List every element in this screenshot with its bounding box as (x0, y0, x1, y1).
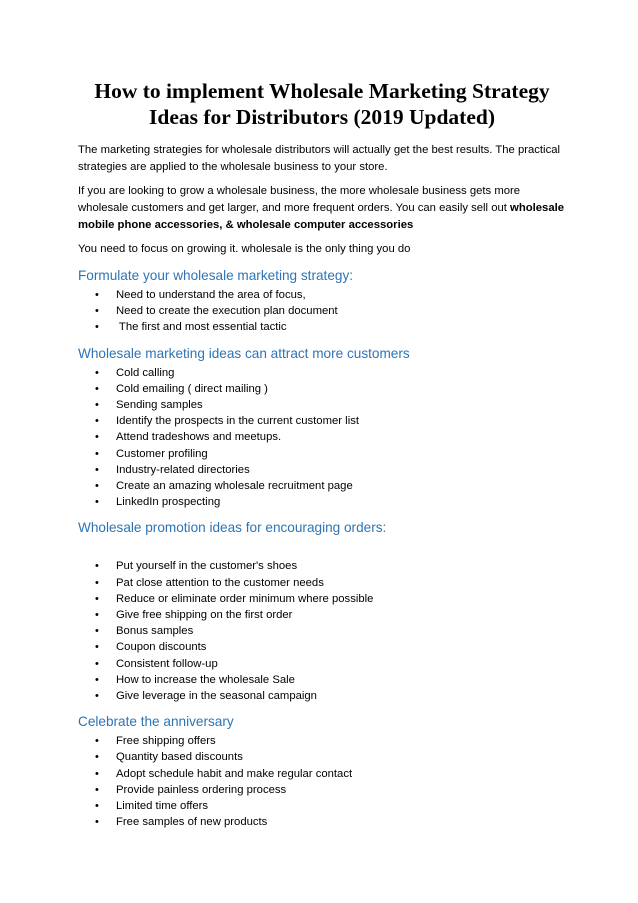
section-heading-promotion: Wholesale promotion ideas for encouraging orders: (78, 520, 387, 536)
growth-paragraph-bold: wholesale mobile phone accessories, & wholesale computer accessories (78, 202, 565, 231)
list-item: • Need to understand the area of focus, (78, 287, 566, 303)
list-item: • Sending samples (78, 397, 566, 413)
bullet-icon: • (95, 751, 99, 764)
bullet-icon: • (95, 415, 99, 428)
bullet-icon: • (95, 366, 99, 379)
bullet-icon: • (95, 735, 99, 748)
section-heading-anniversary: Celebrate the anniversary (78, 714, 234, 730)
bullet-icon: • (95, 641, 99, 654)
bullet-icon: • (95, 592, 99, 605)
bullet-icon: • (95, 690, 99, 703)
section-heading-customers: Wholesale marketing ideas can attract more customers (78, 345, 410, 361)
bullet-icon: • (95, 480, 99, 493)
bullet-list-anniversary (78, 733, 566, 830)
bullet-icon: • (95, 576, 99, 589)
list-item: • Free shipping offers (78, 733, 566, 749)
list-item: • Identify the prospects in the current customer list (78, 413, 566, 429)
list-item: • Cold emailing ( direct mailing ) (78, 381, 566, 397)
title-line-1: How to implement Wholesale Marketing Strategy (94, 79, 550, 103)
list-item: • Give leverage in the seasonal campaign (78, 688, 566, 704)
bullet-list-customers (78, 365, 566, 511)
bullet-icon: • (95, 625, 99, 638)
bullet-icon: • (95, 560, 99, 573)
list-item: • Cold calling (78, 365, 566, 381)
growth-paragraph-text: If you are looking to grow a wholesale business, the more wholesale business gets more wholesale customers and get larger, and more frequent orders. You can easily sell out (78, 185, 521, 214)
bullet-icon: • (95, 289, 99, 301)
list-item: • Give free shipping on the first order (78, 607, 566, 623)
bullet-icon: • (95, 783, 99, 796)
list-item: • Industry-related directories (78, 462, 566, 478)
bullet-icon: • (95, 673, 99, 686)
list-item: • Need to create the execution plan document (78, 303, 566, 319)
page-title (78, 78, 566, 130)
list-item: • The first and most essential tactic (78, 319, 566, 335)
bullet-icon: • (95, 463, 99, 476)
bullet-icon: • (95, 431, 99, 444)
bullet-icon: • (95, 447, 99, 460)
bullet-icon: • (95, 496, 99, 509)
focus-paragraph: You need to focus on growing it. wholesale is the only thing you do (78, 243, 411, 255)
list-item: • Adopt schedule habit and make regular contact (78, 766, 566, 782)
list-item: • How to increase the wholesale Sale (78, 672, 566, 688)
bullet-list-strategy (78, 287, 566, 336)
list-item: • Quantity based discounts (78, 749, 566, 765)
bullet-list-promotion (78, 558, 566, 704)
bullet-icon: • (95, 321, 99, 334)
bullet-icon: • (95, 382, 99, 395)
bullet-icon: • (95, 657, 99, 670)
growth-paragraph (78, 183, 566, 234)
list-item: • Provide painless ordering process (78, 782, 566, 798)
intro-paragraph: The marketing strategies for wholesale distributors will actually get the best results. The practical strategies are applied to the wholesale business to your store. (78, 144, 561, 173)
list-item: • Limited time offers (78, 798, 566, 814)
list-item: • LinkedIn prospecting (78, 494, 566, 510)
section-heading-strategy: Formulate your wholesale marketing strategy: (78, 268, 354, 283)
list-item: • Create an amazing wholesale recruitment page (78, 478, 566, 494)
bullet-icon: • (95, 399, 99, 412)
bullet-icon: • (95, 305, 99, 318)
list-item: • Customer profiling (78, 446, 566, 462)
title-line-2: Ideas for Distributors (2019 Updated) (149, 105, 495, 129)
list-item: • Consistent follow-up (78, 656, 566, 672)
bullet-icon: • (95, 816, 99, 829)
list-item: • Attend tradeshows and meetups. (78, 429, 566, 445)
list-item: • Bonus samples (78, 623, 566, 639)
bullet-icon: • (95, 767, 99, 780)
list-item: • Pat close attention to the customer needs (78, 575, 566, 591)
list-item: • Free samples of new products (78, 814, 566, 830)
bullet-icon: • (95, 609, 99, 622)
list-item: • Coupon discounts (78, 639, 566, 655)
bullet-icon: • (95, 800, 99, 813)
list-item: • Put yourself in the customer's shoes (78, 558, 566, 574)
list-item: • Reduce or eliminate order minimum where possible (78, 591, 566, 607)
